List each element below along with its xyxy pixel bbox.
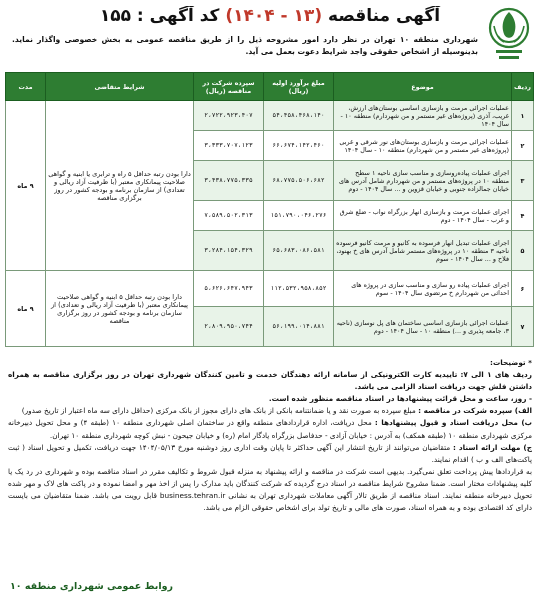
row-estimate: ۶۵،۶۸۳،۰۸۶،۵۸۱	[264, 231, 334, 271]
row-number: ۴	[512, 201, 534, 231]
row-estimate: ۶۶،۶۷۴،۱۴۲،۴۶۰	[264, 131, 334, 161]
note-5-label: ج) مهلت ارائه اسناد :	[452, 442, 532, 452]
title-main: آگهی مناقصه	[328, 6, 441, 26]
row-deposit: ۲،۸۰۹،۹۵۰،۷۴۴	[194, 307, 264, 347]
row-subject: اجرای عملیات پیاده‌روسازی و مناسب سازی ناحیه ۱ سطح منطقه ۱۰ در پروژه‌های مستمر و من شهردارم شامل آدرس های خیابان جمالزاده جنوبی و خیابان قزوین و ... سال ۱۴۰۴ - دوم	[334, 161, 512, 201]
row-subject: اجرای عملیات پیاده رو سازی و مناسب سازی در پروژه های احداثی من شهردارم خ مرتضوی سال ۱۴۰۴ - سوم	[334, 271, 512, 307]
group-a-conditions: دارا بودن رتبه حداقل ۵ راه و ترابری یا ابنیه و گواهی صلاحیت پیمانکاری معتبر (با ظرفیت آزاد ریالی و تعدادی) از سازمان برنامه و بودجه کشور در روز برگزاری مناقصه	[46, 101, 194, 271]
table-header-row	[6, 73, 534, 101]
row-deposit: ۳،۳۳۳،۷۰۷،۱۲۳	[194, 131, 264, 161]
row-estimate: ۵۶،۱۹۹،۰۱۴،۸۸۱	[264, 307, 334, 347]
row-number: ۵	[512, 231, 534, 271]
title-number: (۱۳ - ۱۴۰۴)	[225, 6, 323, 26]
note-4-text: محل دریافت، اداره قراردادهای منطقه واقع در ساختمان اصلی شهرداری منطقه ۱۰ (طبقه ۴) و محل تحویل دبیرخانه مرکزی شهرداری منطقه ۱۰ (طبقه همکف) به آدرس : خیابان آزادی - حدفاصل بزرگراه یادگار امام (ره) و خیابان جیحون - نبش کوچه شهرداری منطقه ۱۰ تهران.	[8, 418, 532, 440]
notes-heading: * توضیحات:	[490, 358, 532, 367]
note-1-text: تاییدیه کارت الکترونیکی از سامانه ارائه دهندگان خدمت و تامین کنندگان شهرداری تهران در روز برگزاری مناقصه به همراه داشتن فلش جهت دریافت اسناد الزامی می باشد.	[8, 370, 532, 392]
group-b-conditions: دارا بودن رتبه حداقل ۵ ابنیه و گواهی صلاحیت پیمانکاری معتبر (با ظرفیت آزاد ریالی و تعدادی) از سازمان برنامه و بودجه کشور در روز برگزاری مناقصه	[46, 271, 194, 347]
note-3-text: مبلغ سپرده به صورت نقد و یا ضمانتنامه بانکی از بانک های دارای مجوز از بانک مرکزی (حداقل دارای سه ماه اعتبار از تاریخ صدور)	[21, 406, 416, 416]
note-3	[8, 405, 532, 417]
tender-table	[5, 72, 534, 347]
notice-intro: شهرداری منطقه ۱۰ تهران در نظر دارد امور مشروحه ذیل را از طریق مناقصه عمومی به بخش خصوصی واگذار نماید. بدینوسیله از اشخاص حقوقی واجد شرایط دعوت بعمل می آید.	[12, 35, 479, 56]
tehran-municipality-logo-icon	[486, 6, 532, 64]
group-b-duration: ۹ ماه	[6, 271, 46, 347]
col-header-estimate: مبلغ برآورد اولیه (ریال)	[264, 73, 334, 101]
row-estimate: ۱۱۲،۵۳۲،۹۵۸،۸۵۲	[264, 271, 334, 307]
row-number: ۳	[512, 161, 534, 201]
col-header-duration: مدت	[6, 73, 46, 101]
note-3-label: الف) سپرده شرکت در مناقصه :	[418, 406, 532, 416]
note-5	[8, 442, 532, 466]
note-5-text: متقاضیان می‌توانند از تاریخ انتشار این آگهی حداکثر تا پایان وقت اداری روز دوشنبه مورخ ۱۴۰۴/۰۵/۱۳ جهت دریافت، تکمیل و تحویل اسناد ( ثبت پاکت‌های الف و ب ) اقدام نمایند.	[8, 442, 532, 464]
note-2: - روز، ساعت و محل قرائت پیشنهادها در اسناد مناقصه منظور شده است.	[268, 394, 532, 404]
ad-code: کد آگهی : ۱۵۵	[99, 6, 220, 26]
row-number: ۷	[512, 307, 534, 347]
col-header-subject: موضوع	[334, 73, 512, 101]
row-subject: عملیات اجرائی بازسازی اساسی ساختمان های پل نوسازی (ناحیه ۳، جامعه پذیری و ...) منطقه ۱۰ - سال ۱۴۰۴ - دوم	[334, 307, 512, 347]
col-header-conditions: شرایط متقاضی	[46, 73, 194, 101]
note-6: به قراردادها پیش پرداخت تعلق نمی‌گیرد. بدیهی است شرکت در مناقصه و ارائه پیشنهاد به منزله قبول شروط و تکالیف مقرر در اسناد مناقصه بوده و شهرداری در رد یک یا کلیه پیشنهادات مختار است. ضمنا مشروح شرایط مناقصه در اسناد درج گردیده که شرکت کنندگان باید مدارک را پس از اخذ مهر و امضا نموده و در پاکت های لاک و مهر شده تحویل دبیرخانه منطقه نمایند. اسناد مناقصه از طریق تالار آگهی معاملات شهرداری تهران به نشانی business.tehran.ir قابل رویت می باشد. ضمنا متقاضیان می بایست دارای کد اقتصادی بوده و به همراه اسناد، صورت های مالی و تاریخ تولد برای اشخاص حقوقی الزام می باشد.	[8, 466, 532, 513]
row-deposit: ۷،۵۸۹،۵۰۲،۳۱۳	[194, 201, 264, 231]
row-estimate: ۵۴،۴۵۸،۴۶۸،۱۴۰	[264, 101, 334, 131]
row-estimate: ۶۸،۷۷۵،۵۰۶،۶۸۲	[264, 161, 334, 201]
note-1-label: ردیف های ۱ الی ۷:	[460, 370, 532, 380]
row-estimate: ۱۵۱،۷۹۰،۰۴۶،۲۷۶	[264, 201, 334, 231]
row-subject: اجرای عملیات مرمت و بازسازی انهار بزرگراه نواب - ضلع شرق و غرب - سال ۱۴۰۴ - دوم	[334, 201, 512, 231]
group-a-duration: ۹ ماه	[6, 101, 46, 271]
row-subject: اجرای عملیات تبدیل انهار فرسوده به کانیو و مرمت کانیو فرسوده ناحیه ۳ منطقه ۱۰ در پروژه‌های مستمر شامل آدرس های خ بهنود، فلاح و ... سال ۱۴۰۴ - سوم	[334, 231, 512, 271]
notice-title	[66, 6, 474, 26]
public-relations-signature: روابط عمومی شهرداری منطقه ۱۰	[10, 581, 173, 592]
col-header-deposit: سپرده شرکت در مناقصه (ریال)	[194, 73, 264, 101]
table-row	[6, 101, 534, 131]
table-row	[6, 271, 534, 307]
note-1	[8, 369, 532, 393]
row-subject: عملیات اجرائی مرمت و بازسازی اساسی بوستان‌های ارزش، غریب، آذری (پروژه‌های غیر مستمر و من شهردارم) منطقه ۱۰ - سال ۱۴۰۴	[334, 101, 512, 131]
note-4-label: ب) محل دریافت اسناد و قبول پیشنهادها :	[374, 418, 532, 428]
row-number: ۲	[512, 131, 534, 161]
row-number: ۱	[512, 101, 534, 131]
notice-header	[6, 4, 534, 76]
row-deposit: ۳،۲۸۴،۱۵۴،۳۲۹	[194, 231, 264, 271]
row-deposit: ۳،۴۳۸،۷۷۵،۳۳۵	[194, 161, 264, 201]
row-number: ۶	[512, 271, 534, 307]
row-subject: عملیات اجرائی مرمت و بازسازی بوستان‌های نور شرقی و غربی (پروژه‌های غیر مستمر و من شهردارم) منطقه ۱۰ - سال ۱۴۰۴	[334, 131, 512, 161]
row-deposit: ۵،۶۲۶،۶۴۷،۹۴۳	[194, 271, 264, 307]
col-header-row: ردیف	[512, 73, 534, 101]
notes-section	[8, 357, 532, 514]
note-4	[8, 417, 532, 441]
row-deposit: ۲،۷۲۲،۹۲۳،۴۰۷	[194, 101, 264, 131]
